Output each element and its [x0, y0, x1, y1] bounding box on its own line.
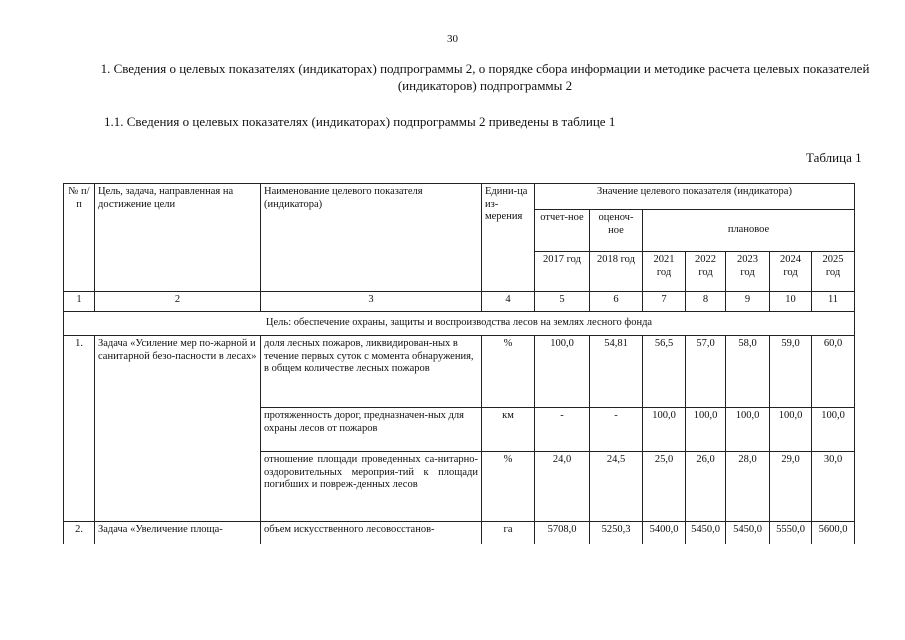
header-report: отчет-ное: [535, 210, 590, 252]
header-value-group: Значение целевого показателя (индикатора): [535, 184, 855, 210]
value-cell: 26,0: [686, 452, 726, 522]
header-year: 2021 год: [643, 252, 686, 292]
header-goal: Цель, задача, направленная на достижение цели: [95, 184, 261, 292]
value-cell: 28,0: [726, 452, 770, 522]
value-cell: 60,0: [812, 336, 855, 408]
column-number: 3: [261, 292, 482, 312]
header-year: 2025 год: [812, 252, 855, 292]
column-number: 9: [726, 292, 770, 312]
header-indicator: Наименование целевого показателя (индикатора): [261, 184, 482, 292]
indicator-name: доля лесных пожаров, ликвидирован-ных в течение первых суток с момента обнаружения, в общем количестве лесных пожаров: [261, 336, 482, 408]
value-cell: 56,5: [643, 336, 686, 408]
task-number: 2.: [64, 522, 95, 544]
value-cell: 24,0: [535, 452, 590, 522]
indicators-table: [63, 183, 855, 544]
value-cell: -: [590, 408, 643, 452]
header-year: 2018 год: [590, 252, 643, 292]
column-number: 2: [95, 292, 261, 312]
header-unit: Едини-ца из-мерения: [482, 184, 535, 292]
page-number: 30: [447, 33, 458, 45]
value-cell: 5600,0: [812, 522, 855, 544]
column-number: 10: [770, 292, 812, 312]
value-cell: 5400,0: [643, 522, 686, 544]
column-number: 1: [64, 292, 95, 312]
indicator-name: объем искусственного лесовосстанов-: [261, 522, 482, 544]
value-cell: 54,81: [590, 336, 643, 408]
value-cell: 5450,0: [726, 522, 770, 544]
table-caption: Таблица 1: [806, 150, 862, 165]
header-planned: плановое: [643, 210, 855, 252]
value-cell: 5550,0: [770, 522, 812, 544]
task-name: Задача «Увеличение площа-: [95, 522, 261, 544]
indicator-name: протяженность дорог, предназначен-ных для охраны лесов от пожаров: [261, 408, 482, 452]
value-cell: 100,0: [812, 408, 855, 452]
value-cell: 5450,0: [686, 522, 726, 544]
header-num: № п/п: [64, 184, 95, 292]
header-year: 2024 год: [770, 252, 812, 292]
column-number: 11: [812, 292, 855, 312]
subsection-heading: 1.1. Сведения о целевых показателях (индикаторах) подпрограммы 2 приведены в таблице 1: [104, 114, 616, 129]
unit-cell: га: [482, 522, 535, 544]
value-cell: 100,0: [726, 408, 770, 452]
header-year: 2022 год: [686, 252, 726, 292]
header-year: 2023 год: [726, 252, 770, 292]
table-row: [64, 522, 855, 544]
column-number: 4: [482, 292, 535, 312]
column-number: 8: [686, 292, 726, 312]
value-cell: 100,0: [770, 408, 812, 452]
value-cell: 57,0: [686, 336, 726, 408]
value-cell: -: [535, 408, 590, 452]
value-cell: 5708,0: [535, 522, 590, 544]
column-number: 7: [643, 292, 686, 312]
indicator-name: отношение площади проведенных са-нитарно-оздоровительных мероприя-тий к площади погибших и повреж-денных лесов: [261, 452, 482, 522]
value-cell: 5250,3: [590, 522, 643, 544]
value-cell: 25,0: [643, 452, 686, 522]
goal-row: Цель: обеспечение охраны, защиты и воспроизводства лесов на землях лесного фонда: [64, 312, 855, 336]
value-cell: 29,0: [770, 452, 812, 522]
column-number: 6: [590, 292, 643, 312]
value-cell: 58,0: [726, 336, 770, 408]
unit-cell: км: [482, 408, 535, 452]
value-cell: 30,0: [812, 452, 855, 522]
unit-cell: %: [482, 452, 535, 522]
column-number: 5: [535, 292, 590, 312]
value-cell: 24,5: [590, 452, 643, 522]
table-row: [64, 336, 855, 408]
value-cell: 100,0: [686, 408, 726, 452]
section-heading: 1. Сведения о целевых показателях (индикаторах) подпрограммы 2, о порядке сбора информации и методике расчета целевых показателей (индикаторов) подпрограммы 2: [100, 61, 870, 93]
value-cell: 59,0: [770, 336, 812, 408]
unit-cell: %: [482, 336, 535, 408]
task-name: Задача «Усиление мер по-жарной и санитарной безо-пасности в лесах»: [95, 336, 261, 522]
value-cell: 100,0: [535, 336, 590, 408]
header-estimate: оценоч-ное: [590, 210, 643, 252]
task-number: 1.: [64, 336, 95, 522]
header-year: 2017 год: [535, 252, 590, 292]
value-cell: 100,0: [643, 408, 686, 452]
